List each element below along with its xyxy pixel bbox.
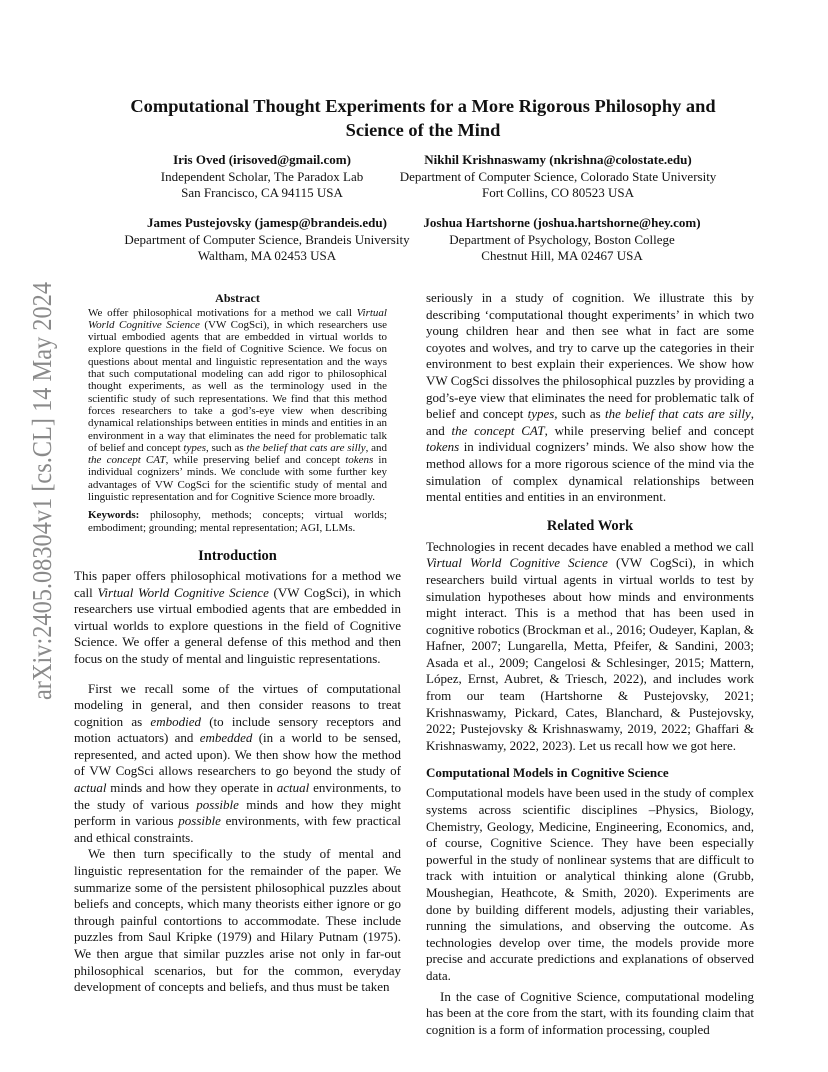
- computational-models-paragraph-1: Computational models have been used in the study of complex systems across scientific disciplines –Physics, Biology, Chemistry, Geology, Medicine, Engineering, Economics, and, of course, Cognitive Science. They have been especially powerful in the study of nonlinear systems that are difficult to track with intuition or analytical thinking alone (Grubb, Moushegian, Heathcote, & Smith, 2020). Experiments are done by building different models, adjusting their variables, running the simulations, and observing the outcome. As technologies develop over time, the models provide more precise and accurate predictions and explanations of observed data.: [426, 785, 754, 983]
- author-name: Iris Oved (irisoved@gmail.com): [173, 152, 351, 167]
- author-name: Joshua Hartshorne (joshua.hartshorne@hey.com): [423, 215, 701, 230]
- intro-paragraph-2: First we recall some of the virtues of computational modeling in general, and then consider reasons to treat cognition as embodied (to include sensory receptors and motion actuators) and embedded (in a world to be sensed, represented, and acted upon). We then show how the method of VW CogSci allows researchers to go beyond the study of actual minds and how they operate in actual environments, to the study of various possible minds and how they might perform in various possible environments, with few practical and ethical constraints.: [74, 680, 401, 845]
- author-affiliation: Independent Scholar, The Paradox Lab: [160, 168, 364, 184]
- title-line-1: Computational Thought Experiments for a More Rigorous Philosophy and: [130, 96, 716, 116]
- related-work-heading: Related Work: [546, 517, 634, 534]
- author-address: San Francisco, CA 94115 USA: [181, 185, 343, 200]
- title-line-2: Science of the Mind: [345, 120, 501, 140]
- author-affiliation: Department of Psychology, Boston College: [449, 231, 675, 247]
- intro-paragraph-1: This paper offers philosophical motivations for a method we call Virtual World Cognitive Science (VW CogSci), in which researchers use virtual embodied agents that are embedded in virtual worlds to explore questions in the field of Cognitive Science. We offer a general defense of this method and then focus on the study of mental and linguistic representations.: [74, 567, 402, 666]
- author-block-pustejovsky: [112, 215, 422, 265]
- author-address: Fort Collins, CO 80523 USA: [481, 185, 635, 200]
- intro-paragraph-3-continued: seriously in a study of cognition. We illustrate this by describing ‘computational thought experiments’ in which two young children hear and then see what in fact are some coyotes and wolves, and try to carve up the categories in their environment to best explain their experiences. We show how VW CogSci dissolves the philosophical puzzles by providing a god’s-eye view that eliminates the need for problematic talk of belief and concept types, such as the belief that cats are silly, and the concept CAT, while preserving belief and concept tokens in individual cognizers’ minds. We also show how the method allows for a more rigorous science of the mind via the simulation of complex dynamical relationships between mental entities and entities in an environment.: [426, 290, 754, 505]
- keywords: Keywords: philosophy, methods; concepts; virtual worlds; embodiment; grounding; mental representation; AGI, LLMs.: [88, 509, 387, 534]
- author-affiliation: Department of Computer Science, Brandeis University: [124, 231, 410, 247]
- arxiv-stamp-text: arXiv:2405.08304v1 [cs.CL] 14 May 2024: [27, 282, 57, 700]
- arxiv-stamp: [18, 282, 62, 700]
- computational-models-paragraph-2: In the case of Cognitive Science, computational modeling has been at the core from the start, with its founding claim that cognition is a form of information processing, coupled: [426, 988, 754, 1037]
- abstract-section: [74, 290, 401, 534]
- author-affiliation: Department of Computer Science, Colorado State University: [399, 168, 717, 184]
- author-block-oved: [137, 152, 387, 202]
- abstract-text: We offer philosophical motivations for a method we call Virtual World Cognitive Science (VW CogSci), in which researchers use virtual embodied agents that are embedded in virtual worlds to explore questions in the field of Cognitive Science. We focus on questions about mental and linguistic representation and the ways that such computational modeling can add rigor to philosophical thought experiments, as well as the terminology used in the scientific study of such representations. We find that this method forces researchers to take a god’s-eye view when describing dynamical relationships between entities in minds and entities in an environment in a way that eliminates the need for problematic talk of belief and concept types, such as the belief that cats are silly, and the concept CAT, while preserving belief and concept tokens in individual cognizers’ minds. We conclude with some further key advantages of VW CogSci for the scientific study of mental and linguistic representation and for Cognitive Science more broadly.: [88, 306, 387, 504]
- author-block-hartshorne: [412, 215, 712, 265]
- author-block-krishnaswamy: [388, 152, 728, 202]
- introduction-heading: Introduction: [198, 547, 277, 564]
- computational-models-heading: Computational Models in Cognitive Science: [426, 765, 669, 781]
- author-name: James Pustejovsky (jamesp@brandeis.edu): [147, 215, 387, 230]
- related-work-paragraph: Technologies in recent decades have enabled a method we call Virtual World Cognitive Science (VW CogSci), in which researchers build virtual agents in virtual worlds to test by simulation hypotheses about how minds and environments might interact. This is a method that has been used in cognitive robotics (Brockman et al., 2016; Oudeyer, Kaplan, & Hafner, 2007; Lungarella, Metta, Pfeifer, & Sandini, 2003; Asada et al., 2009; Cangelosi & Schlesinger, 2015; Mattern, López, Ernst, Aubret, & Triesch, 2022), and includes work from our team (Hartshorne & Pustejovsky, 2021; Krishnaswamy, Pickard, Cates, Blanchard, & Pustejovsky, 2022; Pustejovsky & Krishnaswamy, 2019, 2022; Ghaffari & Krishnaswamy, 2022, 2023). Let us recall how we got here.: [426, 538, 755, 753]
- intro-paragraph-3: We then turn specifically to the study of mental and linguistic representation for the remainder of the paper. We summarize some of the persistent philosophical puzzles about beliefs and concepts, which many theorists either ignore or go through painful contortions to accommodate. These include puzzles from Saul Kripke (1979) and Hilary Putnam (1975). We then argue that similar puzzles arise not only in far-out philosophical scenarios, but for the common, everyday development of concepts and beliefs, and thus must be taken: [74, 846, 401, 995]
- left-column: [74, 290, 401, 996]
- author-name: Nikhil Krishnaswamy (nkrishna@colostate.edu): [424, 152, 692, 167]
- abstract-heading: Abstract: [215, 291, 260, 305]
- keywords-label: Keywords:: [88, 509, 140, 522]
- right-column: [426, 290, 754, 1038]
- paper-title: [90, 94, 756, 142]
- author-address: Chestnut Hill, MA 02467 USA: [481, 248, 643, 263]
- author-address: Waltham, MA 02453 USA: [197, 248, 337, 263]
